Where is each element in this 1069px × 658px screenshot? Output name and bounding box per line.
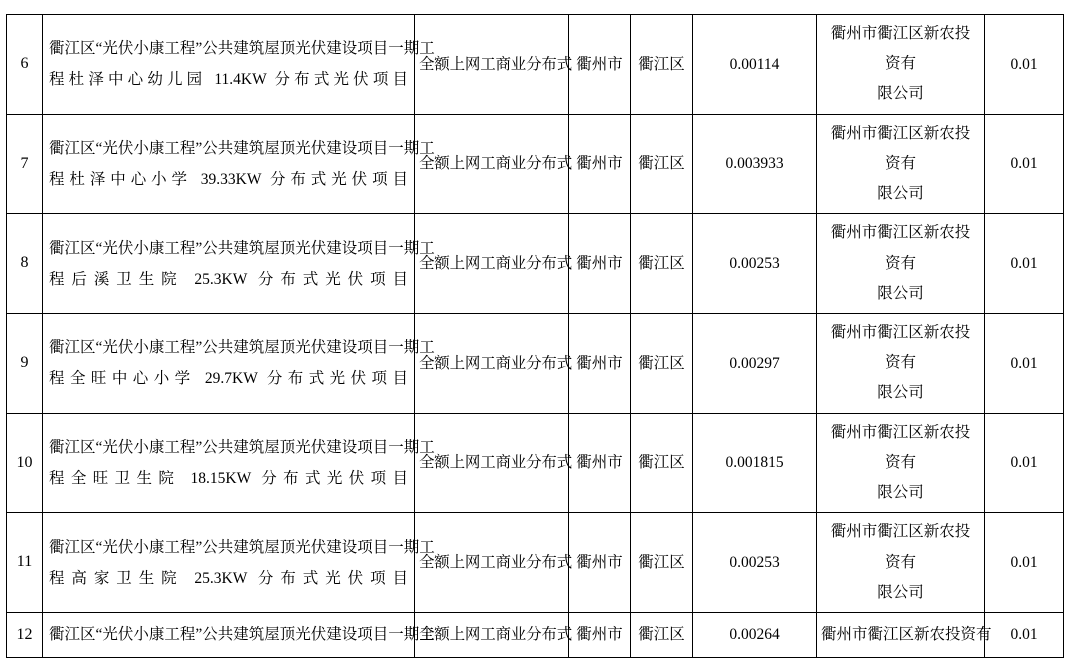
city-cell: [569, 313, 631, 413]
capacity-cell: [693, 513, 817, 613]
grid-mode-cell: [415, 214, 573, 314]
project-name-cell: [43, 114, 435, 214]
project-name-line2: 程全旺卫生院 18.15KW 分布式光伏项目: [49, 469, 408, 487]
project-name-line1: 衢江区“光伏小康工程”公共建筑屋顶光伏建设项目一期工: [49, 139, 435, 157]
capacity-cell: [693, 15, 817, 115]
city-cell: [569, 15, 631, 115]
company-line2: 限公司: [877, 384, 924, 402]
price: 0.01: [1010, 254, 1038, 272]
capacity: 0.00253: [729, 553, 780, 571]
district: 衢江区: [638, 55, 685, 73]
row-index: 6: [20, 55, 29, 73]
city: 衢州市: [576, 254, 623, 272]
company-line1: 衢州市衢江区新农投资有: [830, 124, 971, 172]
company: 衢州市衢江区新农投资有: [821, 626, 992, 644]
city: 衢州市: [576, 55, 623, 73]
grid-mode-cell: [415, 513, 573, 613]
company: [817, 314, 984, 413]
company-line1: 衢州市衢江区新农投资有: [830, 323, 971, 372]
company-line2: 限公司: [877, 85, 924, 103]
grid-mode: 全额上网工商业分布式: [419, 55, 573, 73]
row-index: 7: [20, 154, 29, 172]
price-cell: [985, 214, 1064, 314]
project-name-line2: 程杜泽中心幼儿园 11.4KW 分布式光伏项目: [49, 71, 408, 89]
district-cell: [631, 513, 693, 613]
row-index-cell: [7, 214, 43, 314]
capacity: 0.00114: [729, 55, 780, 73]
company-line1: 衢州市衢江区新农投资有: [830, 423, 971, 471]
city-cell: [569, 612, 631, 657]
grid-mode-cell: [415, 313, 573, 413]
project-name: [43, 328, 435, 398]
price: 0.01: [1010, 626, 1038, 644]
project-name-cell: [43, 612, 435, 657]
district: 衢江区: [638, 155, 685, 173]
price-cell: [985, 513, 1064, 613]
project-name: [43, 229, 435, 299]
grid-mode: 全额上网工商业分布式: [419, 626, 573, 644]
row-index-cell: [7, 15, 43, 115]
row-index-cell: [7, 413, 43, 513]
row-index-cell: [7, 612, 43, 657]
grid-mode: 全额上网工商业分布式: [419, 254, 573, 272]
company-line2: 限公司: [877, 583, 924, 601]
project-name-cell: [43, 413, 435, 513]
price-cell: [985, 114, 1064, 214]
table-row: [7, 313, 1064, 413]
project-name-line2: 程高家卫生院 25.3KW 分布式光伏项目: [49, 569, 408, 587]
capacity-cell: [693, 313, 817, 413]
project-name-cell: [43, 513, 435, 613]
district-cell: [631, 114, 693, 214]
row-index: 12: [16, 625, 33, 643]
project-name: [43, 29, 435, 99]
price-cell: [985, 612, 1064, 657]
project-name-cell: [43, 15, 435, 115]
capacity-cell: [693, 114, 817, 214]
grid-mode-cell: [415, 612, 573, 657]
company: [817, 214, 984, 313]
capacity: 0.00297: [729, 354, 780, 372]
district: 衢江区: [638, 254, 685, 272]
company-line1: 衢州市衢江区新农投资有: [830, 25, 971, 73]
project-name-line2: 程全旺中心小学 29.7KW 分布式光伏项目: [49, 370, 408, 388]
project-name-cell: [43, 214, 435, 314]
capacity: 0.00253: [729, 254, 780, 272]
company-cell: [817, 413, 985, 513]
table-row: [7, 214, 1064, 314]
district-cell: [631, 15, 693, 115]
row-index-cell: [7, 114, 43, 214]
company-cell: [817, 313, 985, 413]
district: 衢江区: [638, 354, 685, 372]
grid-mode-cell: [415, 413, 573, 513]
table-row: [7, 612, 1064, 657]
price: 0.01: [1010, 454, 1038, 472]
project-name: [43, 428, 435, 498]
company: [817, 115, 984, 214]
grid-mode-cell: [415, 15, 573, 115]
capacity: 0.003933: [725, 155, 784, 173]
city: 衢州市: [576, 626, 623, 644]
project-name: 衢江区“光伏小康工程”公共建筑屋顶光伏建设项目一期工: [49, 626, 435, 644]
city-cell: [569, 114, 631, 214]
price-cell: [985, 15, 1064, 115]
price-cell: [985, 413, 1064, 513]
price: 0.01: [1010, 155, 1038, 173]
row-index-cell: [7, 513, 43, 613]
project-name-line2: 程杜泽中心小学 39.33KW 分布式光伏项目: [49, 170, 408, 188]
row-index: 9: [20, 354, 29, 372]
capacity-cell: [693, 214, 817, 314]
table-row: [7, 114, 1064, 214]
district: 衢江区: [638, 454, 685, 472]
row-index: 10: [16, 453, 33, 471]
price-cell: [985, 313, 1064, 413]
grid-mode: 全额上网工商业分布式: [419, 454, 573, 472]
city-cell: [569, 513, 631, 613]
district: 衢江区: [638, 553, 685, 571]
company-cell: [817, 612, 992, 657]
capacity: 0.001815: [725, 454, 784, 472]
grid-mode-cell: [415, 114, 573, 214]
project-name: [43, 528, 435, 598]
project-name-line1: 衢江区“光伏小康工程”公共建筑屋顶光伏建设项目一期工: [49, 438, 435, 456]
company-line1: 衢州市衢江区新农投资有: [830, 224, 971, 272]
capacity: 0.00264: [729, 626, 780, 644]
project-name-line1: 衢江区“光伏小康工程”公共建筑屋顶光伏建设项目一期工: [49, 339, 435, 357]
company-cell: [817, 114, 985, 214]
company: [817, 15, 984, 114]
capacity-cell: [693, 413, 817, 513]
company-line2: 限公司: [877, 185, 924, 203]
table-row: [7, 413, 1064, 513]
district-cell: [631, 214, 693, 314]
grid-mode: 全额上网工商业分布式: [419, 553, 573, 571]
company: [817, 414, 984, 513]
row-index: 11: [16, 553, 33, 571]
project-name-cell: [43, 313, 435, 413]
project-name-line1: 衢江区“光伏小康工程”公共建筑屋顶光伏建设项目一期工: [49, 538, 435, 556]
project-name-line2: 程后溪卫生院 25.3KW 分布式光伏项目: [49, 270, 408, 288]
table-row: [7, 15, 1064, 115]
price: 0.01: [1010, 553, 1038, 571]
city: 衢州市: [576, 155, 623, 173]
project-name-line1: 衢江区“光伏小康工程”公共建筑屋顶光伏建设项目一期工: [49, 239, 435, 257]
project-name-line1: 衢江区“光伏小康工程”公共建筑屋顶光伏建设项目一期工: [49, 40, 435, 58]
district: 衢江区: [638, 626, 685, 644]
table-row: [7, 513, 1064, 613]
company-line2: 限公司: [877, 484, 924, 502]
project-name: [43, 129, 435, 199]
city: 衢州市: [576, 553, 623, 571]
grid-mode: 全额上网工商业分布式: [419, 155, 573, 173]
project-list-table: [6, 14, 1064, 658]
city-cell: [569, 214, 631, 314]
company-cell: [817, 513, 985, 613]
city-cell: [569, 413, 631, 513]
district-cell: [631, 612, 693, 657]
company-cell: [817, 214, 985, 314]
capacity-cell: [693, 612, 817, 657]
price: 0.01: [1010, 55, 1038, 73]
city: 衢州市: [576, 454, 623, 472]
grid-mode: 全额上网工商业分布式: [419, 354, 573, 372]
company-line1: 衢州市衢江区新农投资有: [830, 523, 971, 571]
city: 衢州市: [576, 354, 623, 372]
company-cell: [817, 15, 985, 115]
row-index-cell: [7, 313, 43, 413]
company-line2: 限公司: [877, 284, 924, 302]
price: 0.01: [1010, 354, 1038, 372]
district-cell: [631, 313, 693, 413]
row-index: 8: [20, 254, 29, 272]
district-cell: [631, 413, 693, 513]
company: [817, 513, 984, 612]
